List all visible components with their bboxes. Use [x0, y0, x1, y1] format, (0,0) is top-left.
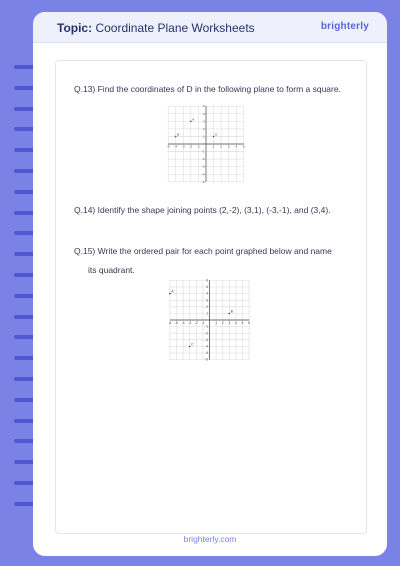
- worksheet-header: [33, 12, 387, 43]
- x-tick-label: -5: [166, 144, 170, 149]
- y-tick-label: 3: [202, 119, 205, 124]
- worksheet-sheet: [33, 12, 387, 556]
- footer-url: brighterly.com: [183, 534, 237, 544]
- y-tick-label: -5: [201, 179, 205, 184]
- y-tick-label: 4: [202, 111, 205, 116]
- y-tick-label: -4: [205, 344, 209, 349]
- topic-title: [57, 21, 255, 35]
- x-tick-label: -4: [181, 320, 185, 325]
- y-tick-label: -1: [205, 324, 209, 329]
- x-tick-label: 3: [228, 320, 231, 325]
- question-15: Q.15) Write the ordered pair for each point graphed below and name: [74, 246, 332, 256]
- coordinate-graph-13: [163, 101, 249, 187]
- x-tick-label: -2: [189, 144, 193, 149]
- x-tick-label: 4: [235, 144, 238, 149]
- y-tick-label: -6: [205, 357, 209, 362]
- graph-13-axes: [168, 106, 244, 182]
- x-tick-label: 6: [248, 320, 250, 325]
- graph-point-label: C: [191, 342, 194, 347]
- x-tick-label: 4: [235, 320, 237, 325]
- y-tick-label: 5: [202, 104, 205, 109]
- y-tick-label: 4: [206, 291, 209, 296]
- topic-name: Coordinate Plane Worksheets: [95, 21, 255, 35]
- x-tick-label: -1: [201, 320, 205, 325]
- graph-point-label: B: [230, 309, 233, 314]
- y-tick-label: 2: [206, 304, 209, 309]
- x-tick-label: -2: [194, 320, 198, 325]
- graph-15-points: [169, 290, 233, 348]
- y-tick-label: 3: [206, 298, 209, 303]
- y-tick-label: -1: [201, 149, 205, 154]
- x-tick-label: -3: [181, 144, 185, 149]
- y-tick-label: 6: [206, 278, 209, 283]
- y-tick-label: -2: [205, 331, 209, 336]
- graph-13-points: [175, 117, 218, 137]
- y-tick-label: -4: [201, 172, 205, 177]
- question-13: Q.13) Find the coordinates of D in the following plane to form a square.: [74, 84, 341, 94]
- x-tick-label: -6: [168, 320, 172, 325]
- x-tick-label: -3: [188, 320, 192, 325]
- y-tick-label: 5: [206, 285, 209, 290]
- x-tick-label: -5: [175, 320, 178, 325]
- y-tick-label: 1: [202, 134, 205, 139]
- questions-panel: [55, 60, 367, 534]
- y-tick-label: -3: [201, 164, 205, 169]
- coordinate-graph-15: [163, 275, 256, 365]
- x-tick-label: 2: [221, 320, 224, 325]
- graph-point-label: A: [192, 117, 195, 122]
- x-tick-label: -1: [197, 144, 200, 149]
- x-tick-label: 5: [241, 320, 244, 325]
- graph-point-label: A: [171, 289, 174, 294]
- x-tick-label: 5: [243, 144, 245, 149]
- y-tick-label: 2: [202, 126, 205, 131]
- x-tick-label: 2: [220, 144, 222, 149]
- topic-label: Topic:: [57, 21, 93, 35]
- graph-point-label: C: [214, 132, 218, 137]
- y-tick-label: -5: [205, 351, 209, 356]
- y-tick-label: -2: [201, 157, 205, 162]
- y-tick-label: 1: [206, 311, 209, 316]
- y-tick-label: -3: [205, 337, 209, 342]
- question-14: Q.14) Identify the shape joining points (2,-2), (3,1), (-3,-1), and (3,4).: [74, 205, 331, 215]
- question-15-continuation: its quadrant.: [88, 265, 135, 275]
- x-tick-label: 1: [212, 144, 215, 149]
- x-tick-label: -4: [174, 144, 178, 149]
- brand-logo: brighterly: [320, 21, 369, 32]
- graph-point-label: B: [177, 132, 180, 137]
- x-tick-label: 1: [215, 320, 217, 325]
- x-tick-label: 3: [227, 144, 230, 149]
